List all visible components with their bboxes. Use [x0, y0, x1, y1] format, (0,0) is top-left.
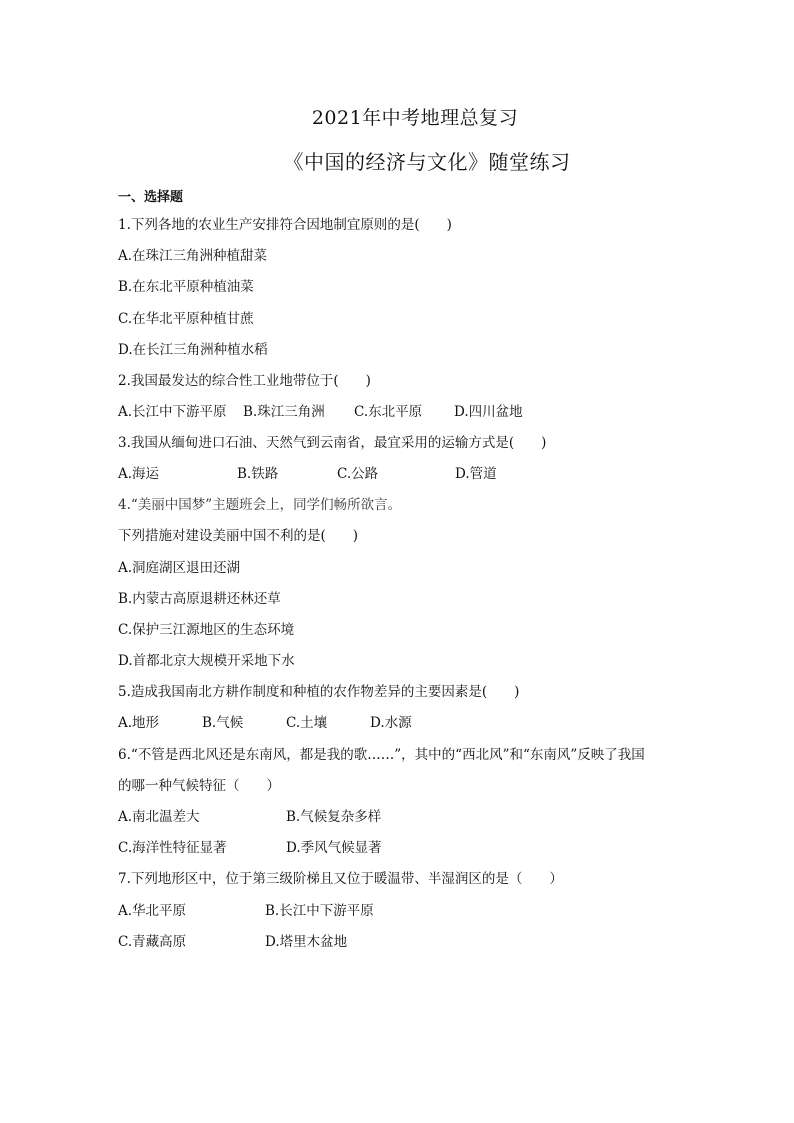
question-3-options — [118, 465, 718, 483]
question-5-option-b: B.气候 — [202, 715, 244, 731]
question-6-options-row2 — [118, 839, 718, 857]
document-title: 2021年中考地理总复习 — [311, 107, 519, 129]
question-1-option-d: D.在长江三角洲种植水稻 — [118, 342, 268, 358]
question-7-option-a: A.华北平原 — [118, 903, 187, 919]
question-3-option-a: A.海运 — [118, 466, 160, 482]
question-5-option-a: A.地形 — [118, 715, 160, 731]
question-7-option-c: C.青藏高原 — [118, 934, 187, 950]
question-2-stem: 2.我国最发达的综合性工业地带位于( ) — [118, 373, 371, 389]
question-1-option-b: B.在东北平原种植油菜 — [118, 279, 254, 295]
question-4-option-c: C.保护三江源地区的生态环境 — [118, 622, 295, 638]
question-6-option-d: D.季风气候显著 — [286, 840, 382, 856]
question-7-stem: 7.下列地形区中，位于第三级阶梯且又位于暖温带、半湿润区的是（ ） — [118, 871, 563, 887]
question-4-stem-intro: 4.“美丽中国梦”主题班会上，同学们畅所欲言。 — [118, 497, 402, 513]
question-3-option-d: D.管道 — [455, 466, 497, 482]
question-6-option-c: C.海洋性特征显著 — [118, 840, 227, 856]
question-3-option-b: B.铁路 — [237, 466, 279, 482]
question-5-option-c: C.土壤 — [286, 715, 328, 731]
question-5-stem: 5.造成我国南北方耕作制度和种植的农作物差异的主要因素是( ) — [118, 684, 520, 700]
question-7-option-d: D.塔里木盆地 — [265, 934, 348, 950]
question-5-option-d: D.水源 — [370, 715, 412, 731]
question-7-options-row1 — [118, 902, 718, 920]
document-subtitle: 《中国的经济与文化》随堂练习 — [283, 150, 571, 174]
question-2-option-b: B.珠江三角洲 — [243, 404, 325, 420]
question-6-option-a: A.南北温差大 — [118, 809, 200, 825]
question-1-option-a: A.在珠江三角洲种植甜菜 — [118, 248, 268, 264]
question-6-options-row1 — [118, 808, 718, 826]
question-4-option-b: B.内蒙古高原退耕还林还草 — [118, 591, 281, 607]
question-3-option-c: C.公路 — [337, 466, 379, 482]
question-2-options — [118, 403, 718, 421]
question-1-option-c: C.在华北平原种植甘蔗 — [118, 311, 254, 327]
question-2-option-c: C.东北平原 — [354, 404, 423, 420]
question-7-options-row2 — [118, 933, 718, 951]
question-6-stem-line1: 6.“不管是西北风还是东南风，都是我的歌……”，其中的“西北风”和“东南风”反映了我国 — [118, 747, 645, 763]
question-6-stem: 的哪一种气候特征（ ） — [118, 778, 280, 794]
question-4-stem: 下列措施对建设美丽中国不利的是( ) — [118, 528, 359, 544]
question-7-option-b: B.长江中下游平原 — [265, 903, 374, 919]
question-4-option-d: D.首都北京大规模开采地下水 — [118, 653, 295, 669]
question-5-options — [118, 714, 718, 732]
section-heading: 一、选择题 — [118, 190, 184, 205]
question-2-option-d: D.四川盆地 — [454, 404, 523, 420]
question-6-option-b: B.气候复杂多样 — [286, 809, 382, 825]
question-2-option-a: A.长江中下游平原 — [118, 404, 227, 420]
question-3-stem: 3.我国从缅甸进口石油、天然气到云南省，最宜采用的运输方式是( ) — [118, 435, 547, 451]
question-1-stem: 1.下列各地的农业生产安排符合因地制宜原则的是( ) — [118, 217, 452, 233]
question-4-option-a: A.洞庭湖区退田还湖 — [118, 560, 241, 576]
